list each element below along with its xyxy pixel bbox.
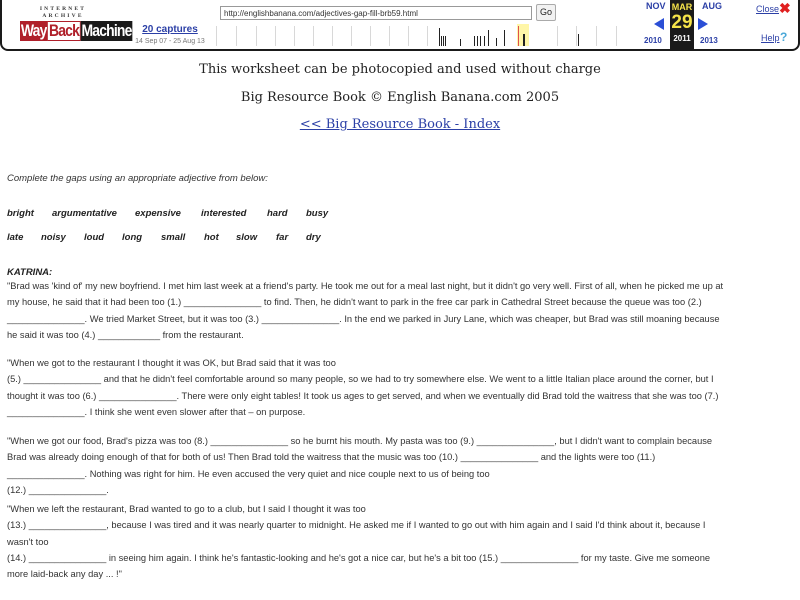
paragraph-line: "When we got our food, Brad's pizza was too (8.) _______________ so he burnt his mouth. My pasta was too (9.) _______________, but I didn't want to complain because	[7, 436, 713, 446]
paragraph-4	[7, 501, 797, 582]
year-tick	[216, 26, 217, 46]
paragraph-3	[7, 433, 797, 498]
word-bank-item: long	[122, 232, 143, 243]
close-link[interactable]: Close	[756, 4, 780, 14]
capture-bar	[578, 34, 579, 46]
logo-part-back: Back	[48, 21, 80, 40]
captures-info	[130, 24, 210, 47]
captures-range: 14 Sep 07 - 25 Aug 13	[135, 38, 205, 45]
next-year-link[interactable]: 2013	[700, 36, 718, 45]
prev-year-link[interactable]: 2010	[644, 36, 662, 45]
current-year: 2011	[673, 34, 691, 43]
paragraph-line: more laid-back any day ... !"	[7, 569, 122, 580]
paragraph-line: thought it was too (6.) _______________. There were only eight tables! It took us ages to get served, and when we eventually did Brad told the waitress that she was too (7.)	[7, 390, 719, 401]
year-tick	[313, 26, 314, 46]
word-bank-item: slow	[236, 232, 258, 243]
paragraph-2	[7, 355, 797, 420]
instruction-text: Complete the gaps using an appropriate adjective from below:	[7, 173, 268, 184]
current-month: MAR	[671, 2, 693, 12]
year-tick	[294, 26, 295, 46]
index-link-wrap	[0, 117, 800, 132]
next-arrow-icon[interactable]	[698, 18, 708, 30]
capture-bar	[443, 36, 444, 46]
year-tick	[596, 26, 597, 46]
logo-wayback-machine	[20, 21, 132, 41]
index-link[interactable]: << Big Resource Book - Index	[299, 117, 501, 132]
calendar-nav	[642, 0, 762, 49]
capture-bar	[474, 36, 475, 46]
word-bank-item: interested	[201, 208, 247, 219]
word-bank-item: loud	[84, 232, 105, 243]
capture-bar	[488, 30, 489, 46]
capture-bar	[504, 30, 505, 46]
capture-bar	[477, 36, 478, 46]
capture-bar	[445, 36, 446, 46]
prev-month-link[interactable]: NOV	[646, 1, 666, 11]
year-tick	[332, 26, 333, 46]
next-month-link[interactable]: AUG	[702, 1, 722, 11]
word-bank-item: expensive	[135, 208, 181, 219]
word-bank-item: hot	[204, 232, 219, 243]
prev-arrow-icon[interactable]	[654, 18, 664, 30]
capture-bar	[523, 34, 525, 46]
help-link[interactable]: Help	[761, 33, 780, 43]
word-bank-item: dry	[306, 232, 321, 243]
logo-part-machine: Machine	[81, 21, 132, 40]
close-icon[interactable]: ✖	[779, 0, 791, 16]
paragraph-line: (14.) _______________ in seeing him again. I think he's fantastic-looking and he's got a nice car, but he's a bit too (15.) _______________ for my taste. Give me someone	[7, 552, 711, 563]
year-tick	[557, 26, 558, 46]
paragraph-line: "When we left the restaurant, Brad wanted to go to a club, but I said I thought it was too	[7, 504, 366, 514]
go-button[interactable]: Go	[536, 4, 556, 21]
year-tick	[427, 26, 428, 46]
paragraph-line: Brad was already doing enough of that for both of us! Then Brad told the waitress that the music was too (10.) _______________ and the lights were too (11.)	[7, 452, 656, 463]
paragraph-1	[7, 278, 797, 343]
url-input[interactable]: http://englishbanana.com/adjectives-gap-fill-brb59.html	[220, 6, 532, 20]
captures-sparkline[interactable]	[214, 24, 638, 48]
word-bank-item: argumentative	[52, 208, 117, 219]
capture-bar	[496, 38, 497, 46]
copyright-line: Big Resource Book © English Banana.com 2005	[240, 90, 560, 105]
word-bank-item: small	[161, 232, 186, 243]
paragraph-line: _______________. I think she went even slower after that – on purpose.	[7, 406, 306, 417]
paragraph-line: "When we got to the restaurant I thought it was OK, but Brad said that it was too	[7, 358, 336, 368]
year-tick	[389, 26, 390, 46]
paragraph-line: _______________. Nothing was right for him. He even accused the very quiet and nice couple next to us of being too	[7, 468, 490, 479]
paragraph-line: (5.) _______________ and that he didn't feel comfortable around so many people, so we had to try somewhere else. We went to a little Italian place around the corner, but I	[7, 374, 714, 385]
capture-bar	[480, 36, 481, 46]
year-tick	[370, 26, 371, 46]
current-day: 29	[671, 12, 693, 33]
capture-bar	[439, 28, 440, 46]
year-tick	[236, 26, 237, 46]
year-tick	[351, 26, 352, 46]
word-bank-item: noisy	[41, 232, 66, 243]
year-tick	[275, 26, 276, 46]
word-bank-item: far	[276, 232, 289, 243]
paragraph-line: _______________. We tried Market Street, but it was too (3.) _______________. In the end we parked in Jury Lane, which was cheaper, but Brad was still moaning because	[7, 313, 720, 324]
speaker-label: KATRINA:	[7, 267, 53, 278]
logo-part-way: Way	[20, 21, 47, 40]
paragraph-line: he said it was too (4.) ____________ from the restaurant.	[7, 329, 244, 340]
capture-bar	[441, 36, 442, 46]
paragraph-line: (12.) _______________.	[7, 484, 109, 495]
word-bank-item: hard	[267, 208, 288, 219]
paragraph-line: (13.) _______________, because I was tired and it was nearly quarter to midnight. He asked me if I wanted to go out with him again and I said I'd think about it, because I	[7, 520, 706, 531]
capture-bar	[484, 36, 485, 46]
wayback-toolbar	[0, 0, 800, 51]
logo-internet-archive: INTERNET ARCHIVE	[39, 6, 87, 19]
word-bank-item: bright	[7, 208, 34, 219]
photocopy-notice: This worksheet can be photocopied and used without charge	[199, 62, 601, 77]
help-icon[interactable]: ?	[780, 30, 788, 44]
word-bank-item: busy	[306, 208, 329, 219]
paragraph-line: "Brad was 'kind of' my new boyfriend. I met him last week at a friend's party. He took me out for a meal last night, but it didn't go very well. First of all, when he picked me up at	[7, 281, 724, 291]
year-tick	[256, 26, 257, 46]
year-tick	[616, 26, 617, 46]
current-capture-date	[670, 0, 694, 49]
year-tick	[576, 26, 577, 46]
word-bank-item: late	[7, 232, 24, 243]
current-capture-marker	[518, 26, 519, 46]
capture-bar	[460, 39, 461, 46]
wayback-logo[interactable]	[20, 6, 132, 42]
paragraph-line: wasn't too	[7, 536, 49, 547]
year-tick	[408, 26, 409, 46]
captures-link[interactable]: 20 captures	[142, 24, 198, 35]
paragraph-line: my house, he said that it had been too (1.) _______________ to find. Then, he didn't want to park in the free car park in Cathedral Street because the queue was too (2.)	[7, 297, 702, 308]
